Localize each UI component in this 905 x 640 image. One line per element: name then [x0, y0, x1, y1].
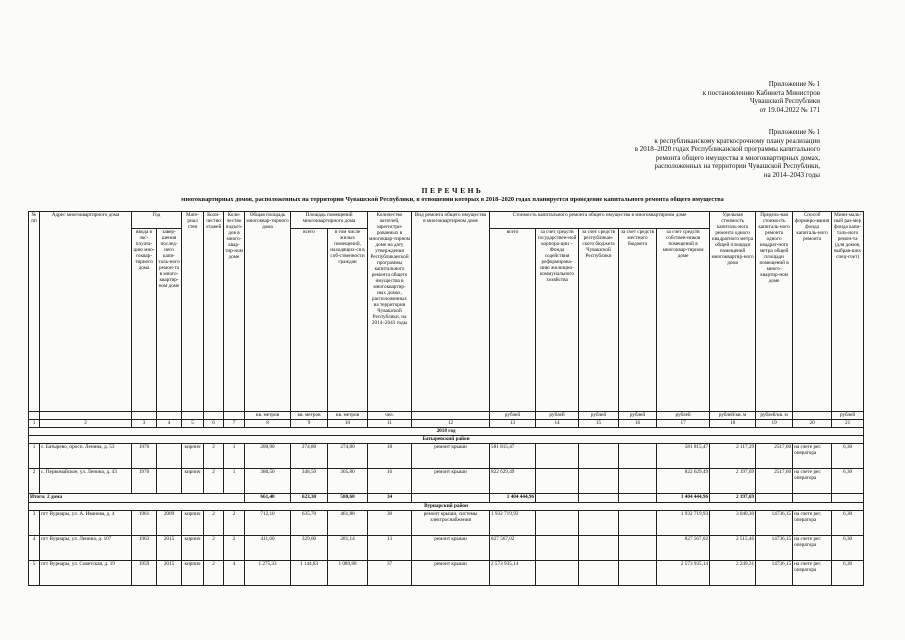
total-empty: [756, 494, 793, 503]
total-row: [29, 494, 864, 503]
cell-cost-fund: [536, 511, 579, 536]
cell-year-repair: [157, 444, 182, 469]
cell-max-cost: 2517,60: [756, 469, 793, 494]
column-number-cell: 16: [619, 420, 657, 428]
col-premises-living-header: в том числе жилых помещений, находящих-ся в соб-ственности граждан: [328, 229, 368, 412]
total-cost: 1 404 444,96: [490, 494, 536, 503]
cell-cost-total: 827 567,02: [490, 536, 536, 561]
cell-cost-local: [619, 536, 657, 561]
district-label: Батыревский район: [29, 436, 864, 444]
cell-material: кирпич: [182, 444, 204, 469]
col-year-header: Год: [132, 212, 182, 229]
total-empty: [412, 494, 490, 503]
total-living: 580,60: [328, 494, 368, 503]
cell-cost-local: [619, 511, 657, 536]
table-row: [29, 561, 864, 586]
cell-entrances: 1: [224, 444, 245, 469]
table-row: [29, 469, 864, 494]
cell-address: с. Батырево, просп. Ленина, д. 53: [40, 444, 132, 469]
cell-residents: 13: [368, 536, 412, 561]
col-premises-header: Площадь помещений многоквартирного дома: [291, 212, 368, 229]
col-cost-total-header: всего: [490, 229, 536, 412]
cell-fund-method: на счете рег. оператора: [793, 536, 832, 561]
cell-min-contribution: 6,30: [832, 561, 864, 586]
cell-total-area: 712,10: [245, 511, 291, 536]
cell-cost-total: 581 815,47: [490, 444, 536, 469]
column-number-cell: 14: [536, 420, 579, 428]
cell-entrances: 2: [224, 536, 245, 561]
col-year-built-header: ввода в экс-плуата-цию мно-гоквар-тирного дома: [132, 229, 157, 412]
cell-num: 2: [29, 469, 40, 494]
cell-cost-local: [619, 469, 657, 494]
table-row: [29, 511, 864, 536]
column-number-cell: 4: [157, 420, 182, 428]
column-number-cell: 15: [579, 420, 619, 428]
cell-premises-total: 274,80: [291, 444, 328, 469]
cell-premises-total: 635,70: [291, 511, 328, 536]
col-floors-header: Коли-чество этажей: [204, 212, 224, 412]
cell-cost-republic: [579, 511, 619, 536]
cell-premises-living: 305,80: [328, 469, 368, 494]
appendix2-header: [560, 128, 820, 180]
cell-total-area: 411,60: [245, 536, 291, 561]
cell-repair-type: ремонт крыши: [412, 536, 490, 561]
cell-fund-method: на счете рег. оператора: [793, 469, 832, 494]
total-empty: [579, 494, 619, 503]
col-total-area-header: Общая площадь многоквар-тирного дома: [245, 212, 291, 412]
unit-cell: рублей: [536, 412, 579, 420]
column-number-cell: 9: [291, 420, 328, 428]
column-number-cell: 21: [832, 420, 864, 428]
cell-year-repair: 2009: [157, 511, 182, 536]
cell-cost-total: 1 932 719,93: [490, 511, 536, 536]
cell-premises-living: 281,14: [328, 536, 368, 561]
column-number-cell: 8: [245, 420, 291, 428]
cell-cost-republic: [579, 561, 619, 586]
cell-floors: 2: [204, 511, 224, 536]
district2-rows: [29, 511, 864, 586]
units-row: [29, 412, 864, 420]
col-min-contribution-header: Мини-маль-ный раз-мер фонда капи-таль-ного ремон-та (для домов, выбрав-ших спец-счет): [832, 212, 864, 412]
cell-max-cost: 14736,15: [756, 561, 793, 586]
cell-fund-method: на счете рег. оператора: [793, 561, 832, 586]
cell-max-cost: 14736,15: [756, 511, 793, 536]
district1-rows: [29, 444, 864, 494]
cell-material: кирпич: [182, 536, 204, 561]
col-year-repair-header: завер-шения послед-него капи-таль-ного ремон-та в много-квартир-ном доме: [157, 229, 182, 412]
cell-premises-living: 1 089,88: [328, 561, 368, 586]
col-specific-cost-header: Удельная стоимость капиталь-ного ремонта одного квадратного метра общей площади помещений многоквартир-ного дома: [710, 212, 756, 412]
cell-floors: 2: [204, 561, 224, 586]
cell-year-built: 1959: [132, 561, 157, 586]
cell-fund-method: на счете рег. оператора: [793, 511, 832, 536]
cell-max-cost: 14736,15: [756, 536, 793, 561]
cell-cost-fund: [536, 444, 579, 469]
unit-cell: [29, 412, 40, 420]
total-premises: 623,30: [291, 494, 328, 503]
appendix-line: Приложение № 1: [768, 80, 820, 88]
cell-repair-type: ремонт крыши: [412, 561, 490, 586]
unit-cell: [182, 412, 204, 420]
cell-address: пгт Вурнары, ул. Ленина, д. 107: [40, 536, 132, 561]
col-cost-owners-header: за счет средств собствен-ников помещений в многоквар-тирном доме: [657, 229, 710, 412]
appendix2-line: расположенных на территории Чувашской Республики,: [654, 162, 820, 171]
cell-cost-owners: 2 573 935,14: [657, 561, 710, 586]
col-cost-local-header: за счет средств местного бюджета: [619, 229, 657, 412]
district-label: Вурнарский район: [29, 503, 864, 511]
column-number-cell: 13: [490, 420, 536, 428]
col-max-cost-header: Предель-ная стоимость капиталь-ного ремонта одного квадрат-ного метра общей площади помещений в много-квартир-ном доме: [756, 212, 793, 412]
cell-premises-total: 1 144,83: [291, 561, 328, 586]
cell-address: пгт Вурнары, ул. А. Иванова, д. 4: [40, 511, 132, 536]
cell-cost-total: 822 629,49: [490, 469, 536, 494]
cell-floors: 2: [204, 469, 224, 494]
cell-cost-fund: [536, 536, 579, 561]
col-cost-republic-header: за счет средств республикан-ского бюджета Чувашской Республики: [579, 229, 619, 412]
total-empty: [832, 494, 864, 503]
appendix2-line: к республиканскому краткосрочному плану реализации: [654, 136, 820, 145]
col-address-header: Адрес многоквартирного дома: [40, 212, 132, 412]
column-number-cell: 18: [710, 420, 756, 428]
appendix-line: Чувашской Республики: [749, 97, 820, 106]
unit-cell: кв. метров: [245, 412, 291, 420]
cell-address: пгт Вурнары, ул. Советская, д. 19: [40, 561, 132, 586]
cell-cost-owners: 1 932 719,93: [657, 511, 710, 536]
column-numbers-row: [29, 420, 864, 428]
cell-specific-cost: 2 197,69: [710, 469, 756, 494]
col-cost-header: Стоимость капитального ремонта общего имущества в многоквартирном доме: [490, 212, 710, 229]
cell-repair-type: ремонт крыши: [412, 469, 490, 494]
cell-year-repair: 2015: [157, 561, 182, 586]
appendix-header: [600, 80, 820, 114]
appendix2-line: в 2018–2020 годах Республиканской программы капитального: [634, 145, 820, 154]
unit-cell: рублей: [579, 412, 619, 420]
cell-year-built: 1970: [132, 469, 157, 494]
col-material-header: Мате-риал стен: [182, 212, 204, 412]
col-premises-total-header: всего: [291, 229, 328, 412]
unit-cell: рублей: [490, 412, 536, 420]
cell-specific-cost: 2 117,29: [710, 444, 756, 469]
cell-residents: 30: [368, 511, 412, 536]
cell-floors: 2: [204, 536, 224, 561]
table-row: [29, 444, 864, 469]
appendix2-line: на 2014–2043 годы: [763, 170, 820, 179]
cell-floors: 2: [204, 444, 224, 469]
cell-entrances: 2: [224, 511, 245, 536]
document-title: ПЕРЕЧЕНЬ: [421, 186, 484, 195]
total-empty: [619, 494, 657, 503]
cell-material: кирпич: [182, 561, 204, 586]
houses-table: [28, 211, 864, 586]
column-number-cell: 5: [182, 420, 204, 428]
year-section-label: 2018 год: [29, 428, 864, 436]
cell-total-area: 1 275,33: [245, 561, 291, 586]
unit-cell: кв. метров: [328, 412, 368, 420]
cell-entrances: 4: [224, 561, 245, 586]
cell-repair-type: ремонт крыши: [412, 444, 490, 469]
cell-total-area: 280,90: [245, 444, 291, 469]
appendix-line: от 19.04.2022 № 171: [759, 105, 820, 114]
total-empty: [793, 494, 832, 503]
cell-material: кирпич: [182, 511, 204, 536]
column-number-cell: 3: [132, 420, 157, 428]
unit-cell: рублей: [832, 412, 864, 420]
column-number-cell: 10: [328, 420, 368, 428]
col-cost-fund-header: за счет средств государствен-ной корпора-ции – Фонда содействия реформирова-нию жилищно-коммунального хозяйства: [536, 229, 579, 412]
total-specific-cost: 2 197,69: [710, 494, 756, 503]
cell-cost-republic: [579, 536, 619, 561]
cell-cost-total: 2 573 935,14: [490, 561, 536, 586]
cell-residents: 16: [368, 469, 412, 494]
cell-premises-living: 461,88: [328, 511, 368, 536]
cell-entrances: 1: [224, 469, 245, 494]
unit-cell: чел.: [368, 412, 412, 420]
cell-fund-method: на счете рег. оператора: [793, 444, 832, 469]
unit-cell: [224, 412, 245, 420]
col-repair-type-header: Вид ремонта общего имущества в многоквартирном доме: [412, 212, 490, 412]
col-fund-method-header: Способ формиро-вания фонда капиталь-ного ремонта: [793, 212, 832, 412]
total-owners-cost: 1 404 444,96: [657, 494, 710, 503]
cell-cost-fund: [536, 469, 579, 494]
cell-specific-cost: 2 249,31: [710, 561, 756, 586]
cell-cost-owners: 581 815,47: [657, 444, 710, 469]
column-number-cell: 1: [29, 420, 40, 428]
col-entrances-header: Коли-чество подъез-дов в много-квар-тир-ном доме: [224, 212, 245, 412]
column-number-cell: 11: [368, 420, 412, 428]
cell-repair-type: ремонт крыши, системы электроснабжения: [412, 511, 490, 536]
cell-specific-cost: 2 515,46: [710, 536, 756, 561]
unit-cell: рублей/кв. м: [756, 412, 793, 420]
cell-min-contribution: 6,30: [832, 444, 864, 469]
column-number-cell: 17: [657, 420, 710, 428]
total-empty: [536, 494, 579, 503]
unit-cell: [40, 412, 132, 420]
cell-premises-total: 329,00: [291, 536, 328, 561]
cell-residents: 37: [368, 561, 412, 586]
cell-min-contribution: 6,30: [832, 511, 864, 536]
cell-specific-cost: 3 040,30: [710, 511, 756, 536]
cell-cost-republic: [579, 444, 619, 469]
total-area: 661,40: [245, 494, 291, 503]
table-row: [29, 536, 864, 561]
column-number-cell: 19: [756, 420, 793, 428]
appendix-line: к постановлению Кабинета Министров: [702, 88, 820, 97]
cell-cost-owners: 822 629,49: [657, 469, 710, 494]
unit-cell: рублей: [619, 412, 657, 420]
cell-cost-owners: 827 567,02: [657, 536, 710, 561]
column-number-cell: 6: [204, 420, 224, 428]
column-number-cell: 12: [412, 420, 490, 428]
cell-total-area: 380,50: [245, 469, 291, 494]
cell-premises-living: 274,80: [328, 444, 368, 469]
cell-premises-total: 348,50: [291, 469, 328, 494]
cell-year-built: 1961: [132, 511, 157, 536]
cell-num: 3: [29, 511, 40, 536]
appendix2-line: Приложение № 1: [768, 128, 820, 136]
cell-cost-fund: [536, 561, 579, 586]
cell-residents: 18: [368, 444, 412, 469]
unit-cell: рублей: [657, 412, 710, 420]
col-num-header: № пп: [29, 212, 40, 412]
cell-address: с. Первомайское, ул. Ленина, д. 43: [40, 469, 132, 494]
appendix2-line: ремонта общего имущества в многоквартирных домах,: [655, 153, 820, 162]
cell-year-repair: [157, 469, 182, 494]
cell-cost-republic: [579, 469, 619, 494]
cell-cost-local: [619, 444, 657, 469]
column-number-cell: 7: [224, 420, 245, 428]
cell-max-cost: 2517,60: [756, 444, 793, 469]
unit-cell: кв. метров: [291, 412, 328, 420]
cell-year-built: 1970: [132, 444, 157, 469]
cell-num: 4: [29, 536, 40, 561]
total-label: Итого: 2 дома: [29, 494, 245, 503]
cell-min-contribution: 6,30: [832, 469, 864, 494]
cell-min-contribution: 6,30: [832, 536, 864, 561]
cell-num: 5: [29, 561, 40, 586]
cell-cost-local: [619, 561, 657, 586]
unit-cell: [132, 412, 157, 420]
unit-cell: [204, 412, 224, 420]
total-residents: 34: [368, 494, 412, 503]
unit-cell: рублей/кв. м: [710, 412, 756, 420]
document-subtitle: многоквартирных домов, расположенных на территории Чувашской Республики, в отношении которых в 2018–2020 годах планируется проведение капитального ремонта общего имущества: [181, 196, 724, 203]
unit-cell: [157, 412, 182, 420]
cell-material: кирпич: [182, 469, 204, 494]
unit-cell: [412, 412, 490, 420]
cell-year-built: 1963: [132, 536, 157, 561]
cell-year-repair: 2015: [157, 536, 182, 561]
cell-num: 1: [29, 444, 40, 469]
col-residents-header: Количество жителей, зарегистри-рованных в многоквар-тирном доме на дату утверждения Республиканской программы капитального ремонта общего имущества в многоквартир-ных домах, расположенных на территории Чувашской Республики, на 2014–2043 годы: [368, 212, 412, 412]
unit-cell: [793, 412, 832, 420]
column-number-cell: 20: [793, 420, 832, 428]
column-number-cell: 2: [40, 420, 132, 428]
